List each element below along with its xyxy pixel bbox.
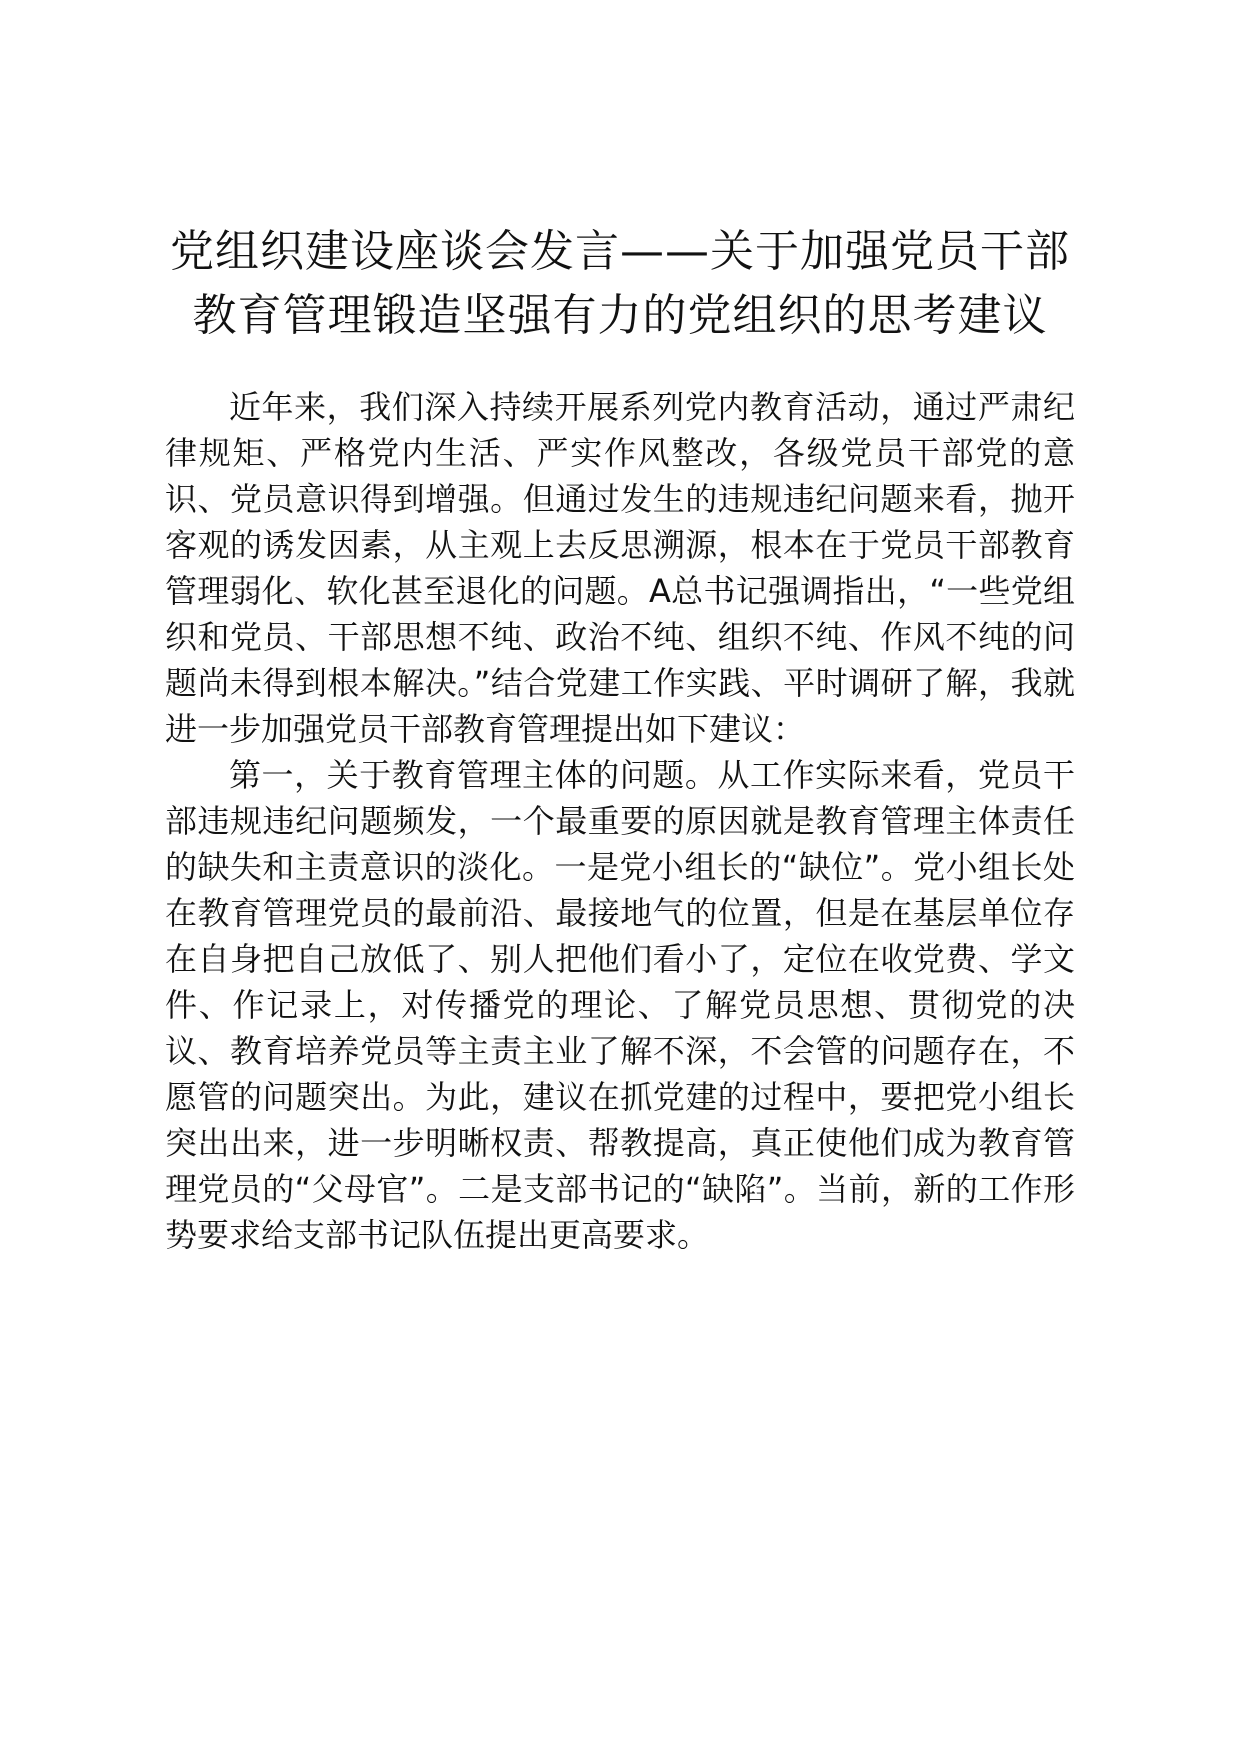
paragraph-intro: 近年来，我们深入持续开展系列党内教育活动，通过严肃纪律规矩、严格党内生活、严实作风整改，各级党员干部党的意识、党员意识得到增强。但通过发生的违规违纪问题来看，抛开客观的诱发因素，从主观上去反思溯源，根本在于党员干部教育管理弱化、软化甚至退化的问题。A总书记强调指出，“一些党组织和党员、干部思想不纯、政治不纯、组织不纯、作风不纯的问题尚未得到根本解决。”结合党建工作实践、平时调研了解，我就进一步加强党员干部教育管理提出如下建议： (165, 388, 1075, 748)
document-title (150, 220, 1090, 348)
title-line-2: 教育管理锻造坚强有力的党组织的思考建议 (192, 290, 1048, 341)
document-body (165, 384, 1075, 1258)
title-line-1: 党组织建设座谈会发言——关于加强党员干部 (170, 226, 1070, 277)
paragraph-first-point: 第一，关于教育管理主体的问题。从工作实际来看，党员干部违规违纪问题频发，一个最重要的原因就是教育管理主体责任的缺失和主责意识的淡化。一是党小组长的“缺位”。党小组长处在教育管理党员的最前沿、最接地气的位置，但是在基层单位存在自身把自己放低了、别人把他们看小了，定位在收党费、学文件、作记录上，对传播党的理论、了解党员思想、贯彻党的决议、教育培养党员等主责主业了解不深，不会管的问题存在，不愿管的问题突出。为此，建议在抓党建的过程中，要把党小组长突出出来，进一步明晰权责、帮教提高，真正使他们成为教育管理党员的“父母官”。二是支部书记的“缺陷”。当前，新的工作形势要求给支部书记队伍提出更高要求。 (165, 756, 1075, 1254)
